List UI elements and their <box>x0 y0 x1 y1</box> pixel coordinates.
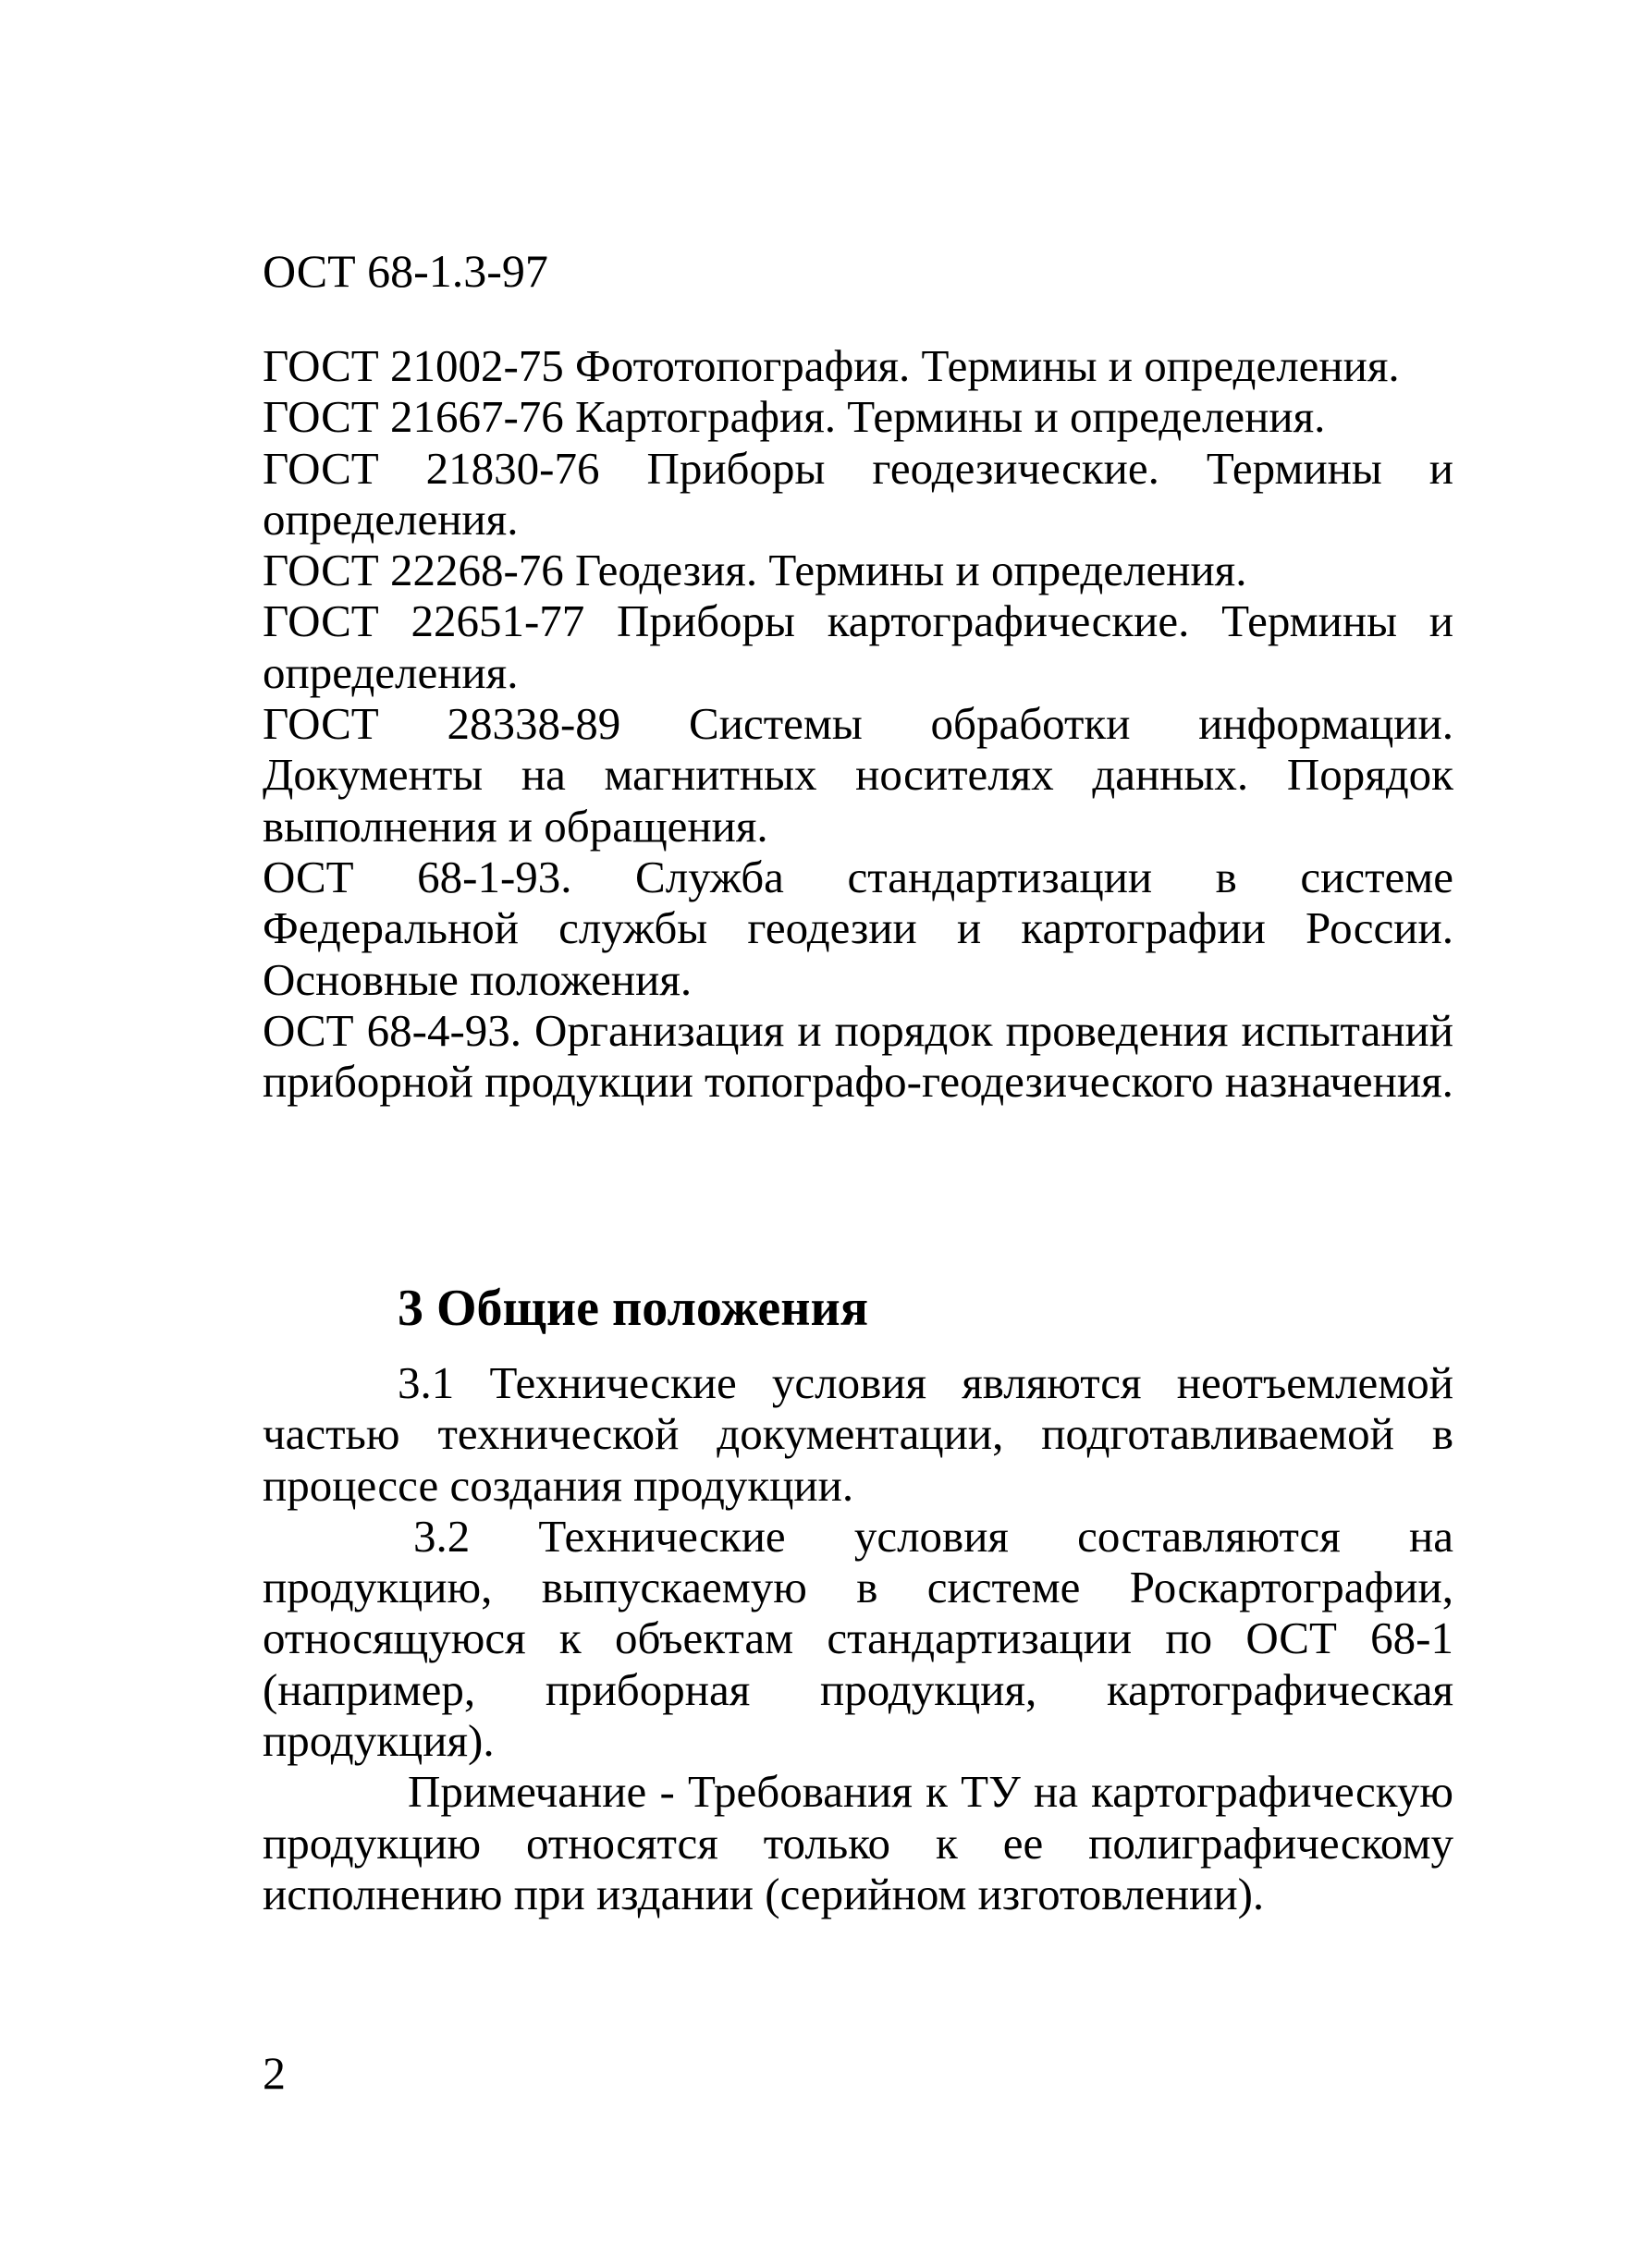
page-number: 2 <box>263 2047 286 2099</box>
paragraph-3-1: 3.1 Технические условия являются неотъемлемой частью технической документации, подготавливаемой в процессе создания продукции. <box>263 1357 1453 1511</box>
reference-item: ГОСТ 22268-76 Геодезия. Термины и определения. <box>263 545 1247 596</box>
reference-item: ГОСТ 22651-77 Приборы картографические. Термины и определения. <box>263 595 1453 698</box>
section-title: 3 Общие положения <box>398 1280 869 1337</box>
reference-item: ОСТ 68-4-93. Организация и порядок проведения испытаний приборной продукции топографо-геодезического назначения. <box>263 1004 1453 1108</box>
reference-item: ГОСТ 21667-76 Картография. Термины и определения. <box>263 391 1326 443</box>
reference-item: ГОСТ 21002-75 Фототопография. Термины и определения. <box>263 340 1400 391</box>
reference-item: ГОСТ 28338-89 Системы обработки информации. Документы на магнитных носителях данных. Порядок выполнения и обращения. <box>263 698 1453 852</box>
note-paragraph: Примечание - Требования к ТУ на картографическую продукцию относятся только к ее полиграфическому исполнению при издании (серийном изготовлении). <box>263 1766 1453 1919</box>
section-body <box>263 1357 1453 1919</box>
reference-item: ОСТ 68-1-93. Служба стандартизации в системе Федеральной службы геодезии и картографии России. Основные положения. <box>263 851 1453 1005</box>
paragraph-3-2: 3.2 Технические условия составляются на продукцию, выпускаемую в системе Роскартографии, относящуюся к объектам стандартизации по ОСТ 68-1 (например, приборная продукция, картографическая продукция). <box>263 1510 1453 1767</box>
document-code: ОСТ 68-1.3-97 <box>263 245 548 297</box>
reference-item: ГОСТ 21830-76 Приборы геодезические. Термины и определения. <box>263 442 1453 545</box>
references-list <box>263 340 1453 1107</box>
